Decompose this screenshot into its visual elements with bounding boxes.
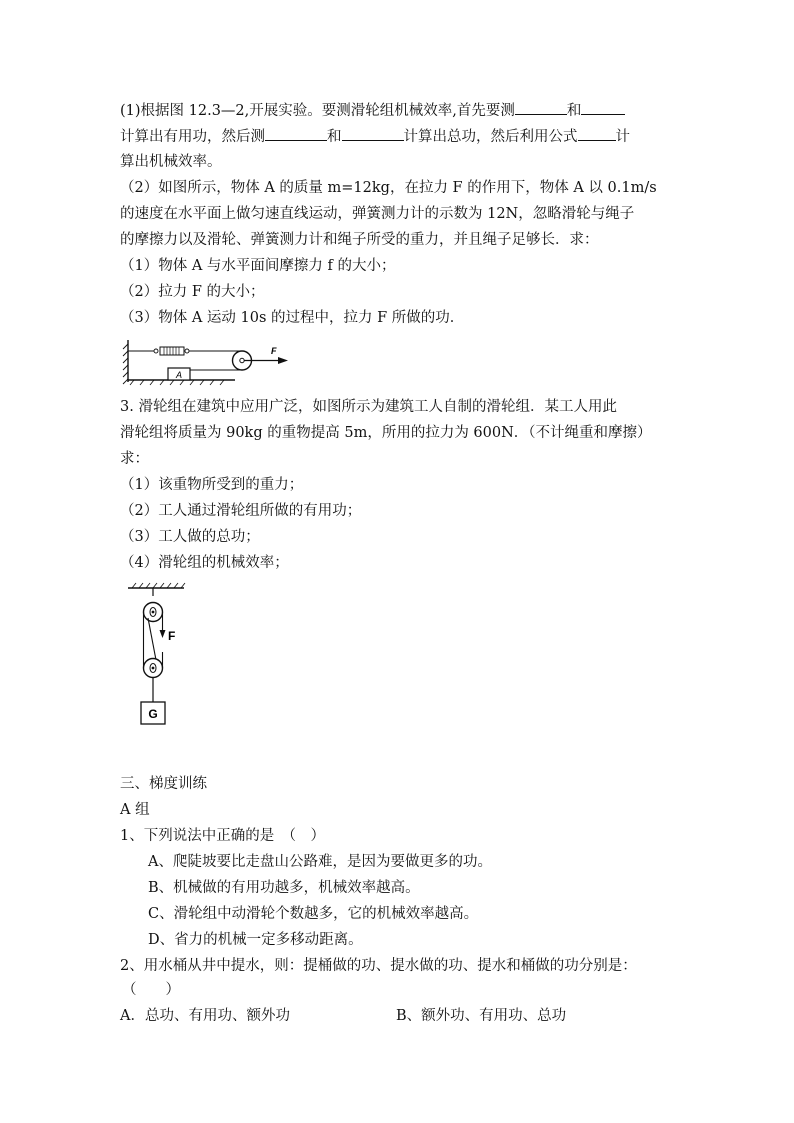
q2-line-2: 的速度在水平面上做匀速直线运动，弹簧测力计的示数为 12N，忽略滑轮与绳子 (120, 206, 635, 222)
q2-sub-2: （2）拉力 F 的大小； (120, 284, 265, 300)
block-a-label: A (175, 370, 183, 380)
blank[interactable] (515, 100, 567, 115)
mc1-option-a[interactable]: A、爬陡坡要比走盘山公路难，是因为要做更多的功。 (148, 854, 492, 870)
mc1-stem: 1、下列说法中正确的是 （ ） (120, 828, 325, 844)
blank[interactable] (342, 126, 404, 141)
q1-text: (1)根据图 12.3—2,开展实验。要测滑轮组机械效率,首先要测 (120, 103, 515, 119)
force-f-label: F (271, 346, 277, 356)
q3-line-1: 3. 滑轮组在建筑中应用广泛，如图所示为建筑工人自制的滑轮组．某工人用此 (120, 399, 617, 415)
q3-sub-3: （3）工人做的总功； (120, 529, 260, 545)
mc2-option-a[interactable]: A．总功、有用功、额外功 (120, 1008, 290, 1024)
mc1-option-b[interactable]: B、机械做的有用功越多，机械效率越高。 (148, 880, 420, 896)
force-f-label: F (168, 629, 176, 643)
blank[interactable] (581, 100, 625, 115)
group-title: A 组 (120, 802, 150, 818)
q1-line-1: (1)根据图 12.3—2,开展实验。要测滑轮组机械效率,首先要测 和 (120, 100, 625, 121)
blank[interactable] (265, 126, 327, 141)
weight-g-label: G (148, 707, 158, 721)
section-title: 三、梯度训练 (120, 776, 207, 792)
mc2-stem: 2、用水桶从井中提水，则：提桶做的功、提水做的功、提水和桶做的功分别是： (120, 958, 637, 974)
blank[interactable] (578, 126, 616, 141)
pulley-figure-horizontal (120, 336, 295, 386)
q3-line-2: 滑轮组将质量为 90kg 的重物提高 5m，所用的拉力为 600N．（不计绳重和摩擦） (120, 425, 652, 441)
pulley-figure-vertical (122, 582, 192, 732)
mc2-option-b[interactable]: B、额外功、有用功、总功 (396, 1008, 567, 1024)
mc1-option-c[interactable]: C、滑轮组中动滑轮个数越多，它的机械效率越高。 (148, 906, 479, 922)
q3-line-3: 求： (120, 451, 149, 467)
q3-sub-1: （1）该重物所受到的重力； (120, 477, 304, 493)
q3-sub-4: （4）滑轮组的机械效率； (120, 555, 289, 571)
q2-sub-3: （3）物体 A 运动 10s 的过程中，拉力 F 所做的功． (120, 310, 465, 326)
q2-line-1: （2）如图所示，物体 A 的质量 m=12kg，在拉力 F 的作用下，物体 A 以 0.1m/s (120, 180, 657, 196)
mc2-paren: （ ） (122, 982, 180, 998)
q2-line-3: 的摩擦力以及滑轮、弹簧测力计和绳子所受的重力，并且绳子足够长．求： (120, 232, 599, 248)
q3-sub-2: （2）工人通过滑轮组所做的有用功； (120, 503, 362, 519)
mc1-option-d[interactable]: D、省力的机械一定多移动距离。 (148, 932, 363, 948)
q2-sub-1: （1）物体 A 与水平面间摩擦力 f 的大小； (120, 258, 396, 274)
q1-line-2: 计算出有用功，然后测 和 计算出总功，然后利用公式 计 (120, 126, 630, 147)
q1-line-3: 算出机械效率。 (120, 154, 222, 170)
